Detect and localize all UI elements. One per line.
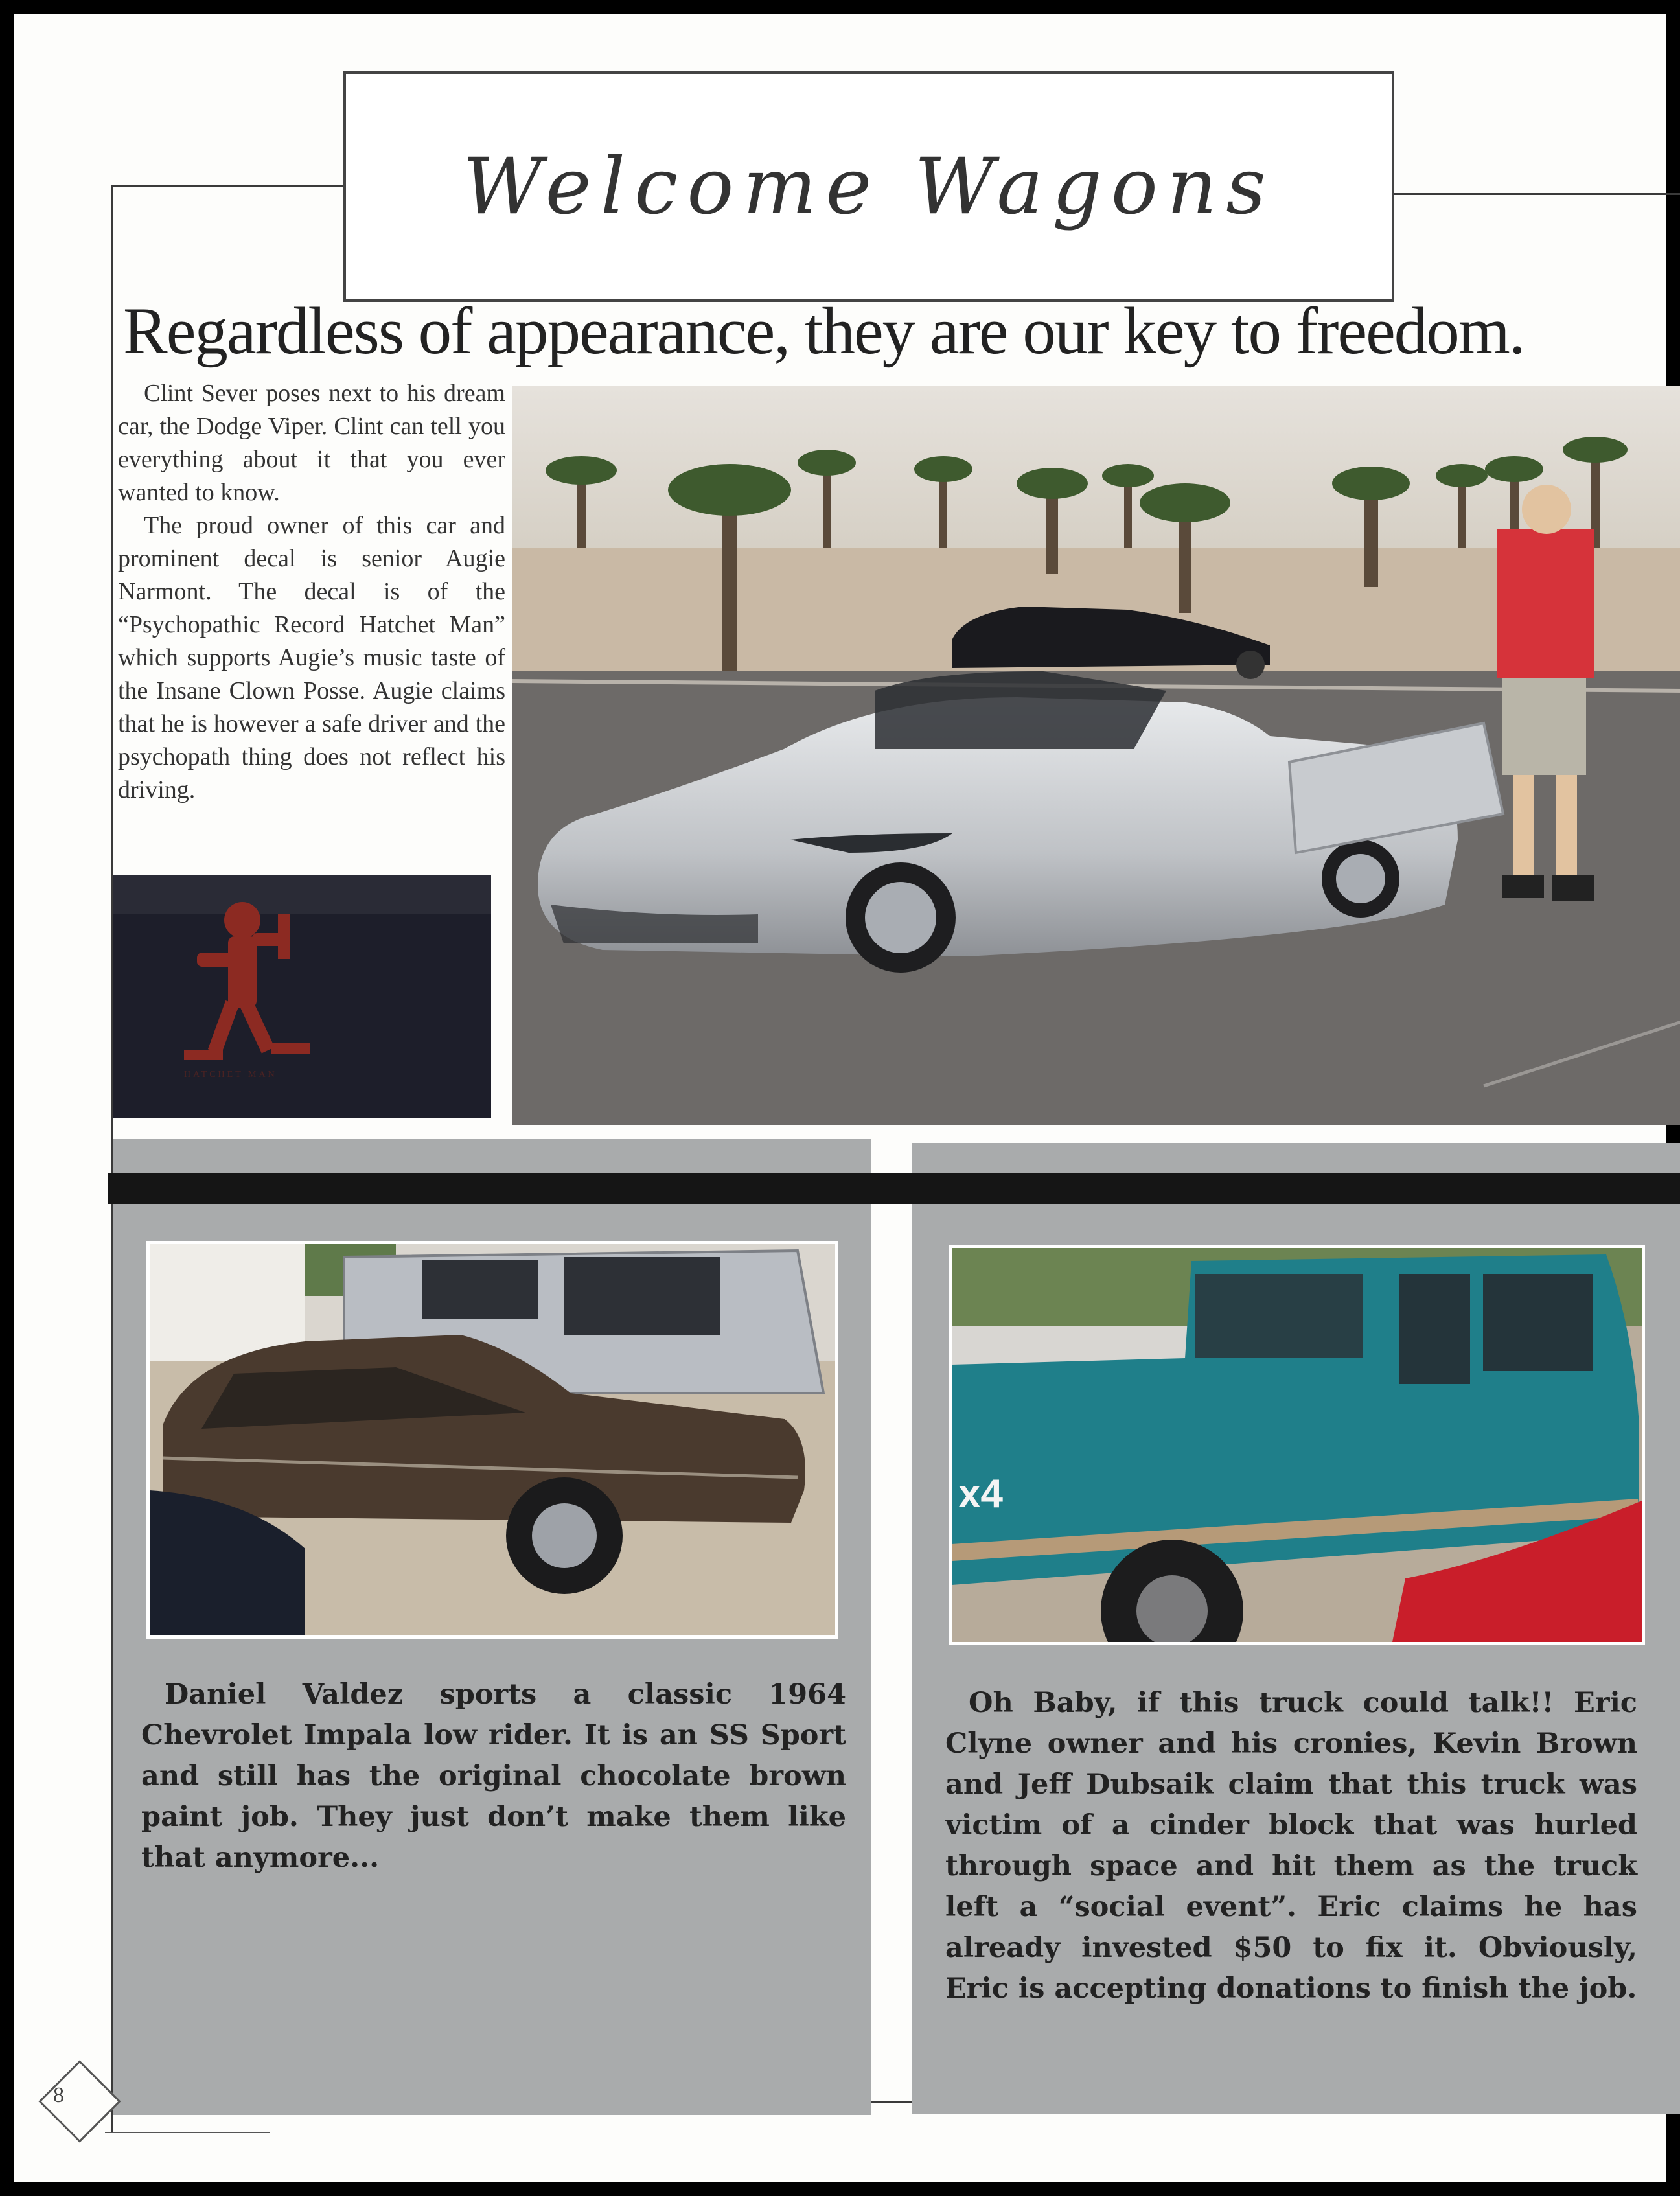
page-headline: Regardless of appearance, they are our key to freedom.	[123, 294, 1525, 368]
hatchet-man-decal-illustration	[113, 875, 491, 1118]
truck-caption-text: Oh Baby, if this truck could talk!! Eric Clyne owner and his cronies, Kevin Brown and Jeff Dubsaik claim that this truck was victim of a cinder block that was hurled through space and hit them as the truck left a “social event”. Eric claims he has already invested $50 to fix it. Obviously, Eric is accepting donations to finish the job.	[945, 1687, 1637, 2005]
frame-line-top-left	[111, 185, 345, 187]
section-title-box	[343, 71, 1394, 302]
truck-photo	[949, 1245, 1645, 1645]
impala-caption	[141, 1674, 846, 1878]
page-number-diamond	[38, 2060, 121, 2142]
section-title: Welcome Wagons	[463, 141, 1275, 232]
frame-line-top-right	[1394, 193, 1680, 195]
hatchet-man-decal-photo	[113, 875, 491, 1118]
intro-paragraph-2: The proud owner of this car and prominent decal is senior Augie Narmont. The decal is of the “Psychopathic Record Hatchet Man” which supports Augie’s music taste of the Insane Clown Posse. Augie claims that he is however a safe driver and the psychopath thing does not reflect his driving.	[118, 512, 505, 803]
impala-photo-illustration	[150, 1244, 835, 1635]
svg-text:x4: x4	[958, 1472, 1003, 1516]
intro-story	[118, 377, 505, 807]
intro-paragraph-1: Clint Sever poses next to his dream car, the Dodge Viper. Clint can tell you everything about it that you ever wanted to know.	[118, 380, 505, 506]
svg-text:HATCHET MAN: HATCHET MAN	[184, 1070, 277, 1080]
truck-photo-illustration	[952, 1248, 1642, 1642]
viper-photo-illustration	[512, 386, 1680, 1125]
truck-caption	[945, 1683, 1637, 2009]
impala-photo	[146, 1241, 838, 1639]
viper-photo	[512, 386, 1680, 1125]
divider-band	[108, 1173, 1680, 1204]
page-number: 8	[53, 2083, 64, 2107]
impala-caption-text: Daniel Valdez sports a classic 1964 Chevrolet Impala low rider. It is an SS Sport and still has the original chocolate brown paint job. They just don’t make them like that anymore...	[141, 1678, 846, 1874]
footer-line	[105, 2132, 270, 2133]
